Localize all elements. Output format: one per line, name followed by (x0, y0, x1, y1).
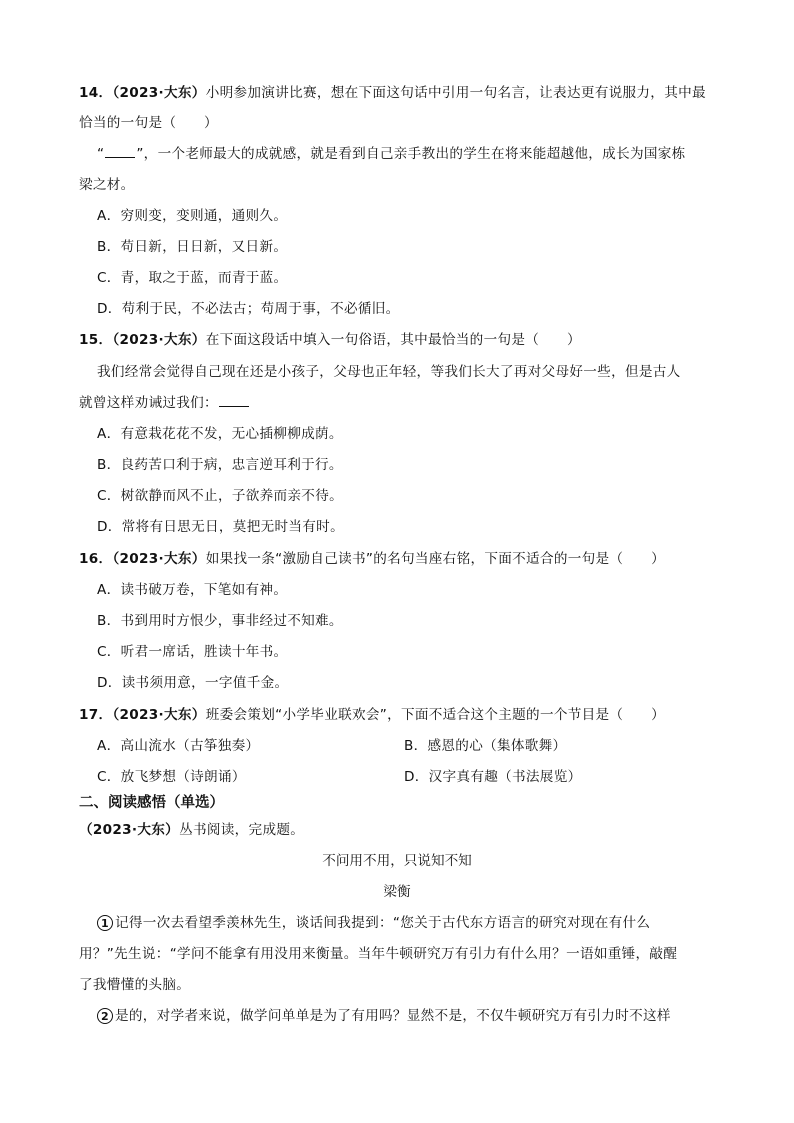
q15-blank[interactable] (219, 394, 249, 407)
q17-option-a[interactable]: A．高山流水（古筝独奏） (97, 738, 260, 754)
q14-quote-line2: 梁之材。 (79, 177, 135, 193)
q17-source: （2023·大东） (112, 707, 206, 723)
section-intro-text: 丛书阅读，完成题。 (179, 822, 305, 838)
q15-number: 15． (79, 332, 113, 348)
q14-source: （2023·大东） (112, 85, 206, 101)
q14-stem-text: 小明参加演讲比赛，想在下面这句话中引用一句名言，让表达更有说服力，其中最 (205, 85, 706, 101)
q14-number: 14． (79, 85, 113, 101)
paragraph-marker-1: 1 (97, 915, 113, 931)
paragraph-marker-2: 2 (97, 1008, 113, 1024)
paragraph-1-line3: 了我懵懂的头脑。 (79, 977, 191, 993)
q14-option-d[interactable]: D．苟利于民，不必法古；苟周于事，不必循旧。 (97, 301, 400, 317)
q14-blank[interactable] (105, 145, 135, 158)
q17-option-c[interactable]: C．放飞梦想（诗朗诵） (97, 769, 246, 785)
q14-option-a[interactable]: A．穷则变，变则通，通则久。 (97, 208, 288, 224)
paragraph-1-text-1: 记得一次去看望季羡林先生，谈话间我提到：“您关于古代东方语言的研究对现在有什么 (115, 915, 651, 931)
q17-number: 17． (79, 707, 113, 723)
q16-number: 16． (79, 551, 113, 567)
q16-source: （2023·大东） (112, 551, 206, 567)
paragraph-2-text-1: 是的，对学者来说，做学问单单是为了有用吗？显然不是，不仅牛顿研究万有引力时不这样 (115, 1008, 671, 1024)
q14-quote-open: “ (97, 146, 105, 162)
q14-option-b[interactable]: B．苟日新，日日新，又日新。 (97, 239, 288, 255)
q14-stem-line2: 恰当的一句是（ ） (79, 115, 218, 131)
paragraph-1-line2: 用？”先生说：“学问不能拿有用没用来衡量。当年牛顿研究万有引力有什么用？一语如重锤，敲醒 (79, 946, 678, 962)
q15-source: （2023·大东） (112, 332, 206, 348)
q15-stem-text: 在下面这段话中填入一句俗语，其中最恰当的一句是（ ） (205, 332, 581, 348)
q15-passage-text: 就曾这样劝诫过我们： (79, 395, 218, 411)
q16-option-d[interactable]: D．读书须用意，一字值千金。 (97, 675, 289, 691)
section-intro-source: （2023·大东） (79, 822, 180, 838)
q17-stem-text: 班委会策划“小学毕业联欢会”，下面不适合这个主题的一个节目是（ ） (205, 707, 665, 723)
q14-stem-line1 (79, 83, 706, 103)
q16-option-a[interactable]: A．读书破万卷，下笔如有神。 (97, 582, 288, 598)
q17-option-d[interactable]: D．汉字真有趣（书法展览） (404, 769, 582, 785)
q14-option-c[interactable]: C．青，取之于蓝，而青于蓝。 (97, 270, 288, 286)
q16-option-c[interactable]: C．听君一席话，胜读十年书。 (97, 644, 288, 660)
q17-option-b[interactable]: B．感恩的心（集体歌舞） (404, 738, 567, 754)
q14-quote-line1 (97, 144, 686, 164)
q16-stem (79, 549, 665, 569)
q15-passage-line2 (79, 393, 250, 413)
q17-stem (79, 705, 665, 725)
q16-stem-text: 如果找一条“激励自己读书”的名句当座右铭，下面不适合的一句是（ ） (205, 551, 665, 567)
q15-option-c[interactable]: C．树欲静而风不止，子欲养而亲不待。 (97, 488, 343, 504)
paragraph-1-line1 (97, 913, 650, 933)
q15-option-b[interactable]: B．良药苦口利于病，忠言逆耳利于行。 (97, 457, 343, 473)
article-title: 不问用不用，只说知不知 (322, 853, 472, 869)
q14-quote-text: ”，一个老师最大的成就感，就是看到自己亲手教出的学生在将来能超越他，成长为国家栋 (136, 146, 686, 162)
q15-option-a[interactable]: A．有意栽花花不发，无心插柳柳成荫。 (97, 426, 343, 442)
article-author: 梁衡 (383, 884, 411, 900)
q15-stem (79, 330, 581, 350)
q15-passage-line1: 我们经常会觉得自己现在还是小孩子，父母也正年轻，等我们长大了再对父母好一些，但是古人 (97, 364, 681, 380)
q16-option-b[interactable]: B．书到用时方恨少，事非经过不知难。 (97, 613, 343, 629)
paragraph-2-line1 (97, 1006, 671, 1026)
q15-option-d[interactable]: D．常将有日思无日，莫把无时当有时。 (97, 519, 344, 535)
section-intro (79, 820, 304, 840)
section-title: 二、阅读感悟（单选） (79, 795, 224, 811)
